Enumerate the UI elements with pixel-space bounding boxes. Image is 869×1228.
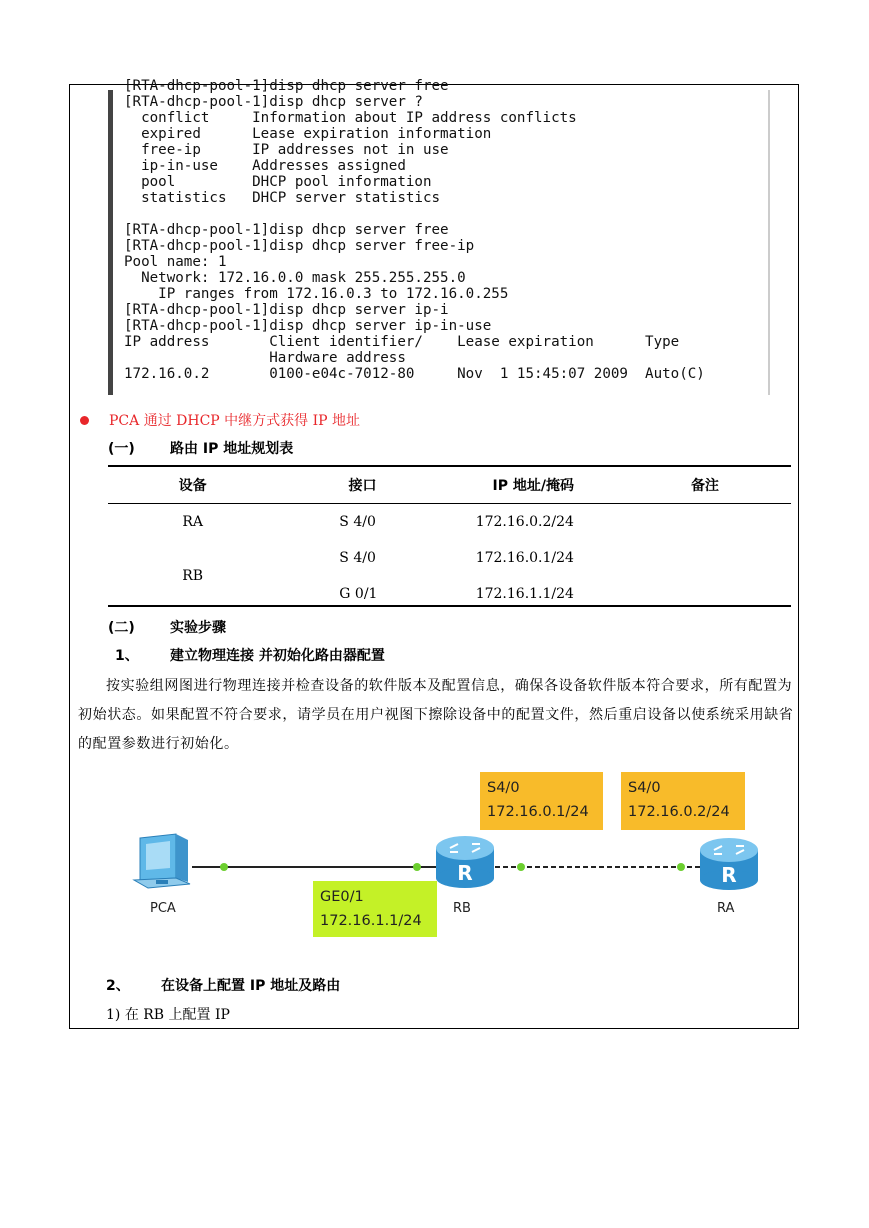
cell-interface: G 0/1 <box>339 586 378 602</box>
cell-device: RA <box>182 514 203 530</box>
terminal-line: [RTA-dhcp-pool-1]disp dhcp server free <box>124 78 449 94</box>
terminal-line: [RTA-dhcp-pool-1]disp dhcp server ip-i <box>124 302 449 318</box>
ra-s40-label-box <box>621 772 745 830</box>
port-dot-ra-s <box>677 863 685 871</box>
bullet-dot-icon <box>80 416 89 425</box>
step1-number: 1、 <box>115 648 139 664</box>
cell-note <box>619 504 791 541</box>
table-row <box>108 540 791 576</box>
cell-ip: 172.16.0.1/24 <box>475 550 574 566</box>
terminal-line: IP ranges from 172.16.0.3 to 172.16.0.255 <box>124 286 509 302</box>
rb-ge01-iface: GE0/1 <box>320 889 364 905</box>
terminal-line: IP address Client identifier/ Lease expiration Type <box>124 334 680 350</box>
router-icon-rb <box>436 836 494 888</box>
header-device: 设备 <box>108 466 277 504</box>
terminal-output <box>124 78 705 382</box>
cell-interface: S 4/0 <box>339 514 376 530</box>
terminal-screenshot <box>108 78 770 395</box>
terminal-line: conflict Information about IP address conflicts <box>124 110 577 126</box>
bullet-item <box>80 410 360 430</box>
ra-s40-iface: S4/0 <box>628 780 661 796</box>
header-ip: IP 地址/掩码 <box>448 466 619 504</box>
step2-title: 在设备上配置 IP 地址及路由 <box>161 978 341 994</box>
terminal-line: Hardware address <box>124 350 406 366</box>
terminal-line: pool DHCP pool information <box>124 174 432 190</box>
port-dot-rb-s <box>517 863 525 871</box>
port-dot-pca <box>220 863 228 871</box>
header-interface: 接口 <box>277 466 447 504</box>
section1-title: 路由 IP 地址规划表 <box>170 441 294 457</box>
rb-s40-ip: 172.16.0.1/24 <box>487 804 589 820</box>
terminal-line: [RTA-dhcp-pool-1]disp dhcp server ? <box>124 94 423 110</box>
terminal-line: expired Lease expiration information <box>124 126 492 142</box>
step1-paragraph: 按实验组网图进行物理连接并检查设备的软件版本及配置信息，确保各设备软件版本符合要求，所有配置为初始状态。如果配置不符合要求，请学员在用户视图下擦除设备中的配置文件，然后重启设备以使系统采用缺省的配置参数进行初始化。 <box>78 678 794 752</box>
cell-note <box>619 576 791 612</box>
terminal-right-edge <box>768 90 770 395</box>
section1-number: (一) <box>108 441 135 457</box>
rb-s40-label-box <box>480 772 603 830</box>
terminal-line: 172.16.0.2 0100-e04c-7012-80 Nov 1 15:45:07 2009 Auto(C) <box>124 366 705 382</box>
rb-s40-iface: S4/0 <box>487 780 520 796</box>
network-diagram <box>120 768 780 948</box>
terminal-line: Network: 172.16.0.0 mask 255.255.255.0 <box>124 270 466 286</box>
ip-plan-table <box>108 466 791 612</box>
terminal-line: statistics DHCP server statistics <box>124 190 441 206</box>
terminal-line: Pool name: 1 <box>124 254 227 270</box>
rb-label: RB <box>453 901 471 916</box>
cell-interface: S 4/0 <box>339 550 376 566</box>
step1-title: 建立物理连接 并初始化路由器配置 <box>170 648 385 664</box>
section2-title: 实验步骤 <box>170 620 226 636</box>
svg-text:R: R <box>721 863 737 887</box>
section1-heading <box>108 438 293 458</box>
bullet-text: PCA 通过 DHCP 中继方式获得 IP 地址 <box>109 413 361 429</box>
header-note: 备注 <box>619 466 791 504</box>
cell-ip: 172.16.0.2/24 <box>475 514 574 530</box>
svg-text:R: R <box>457 861 473 885</box>
terminal-line: ip-in-use Addresses assigned <box>124 158 406 174</box>
terminal-line: [RTA-dhcp-pool-1]disp dhcp server free-ip <box>124 238 475 254</box>
cell-note <box>619 540 791 576</box>
terminal-line <box>124 206 705 222</box>
step1-heading <box>115 645 385 665</box>
terminal-line: [RTA-dhcp-pool-1]disp dhcp server ip-in-use <box>124 318 492 334</box>
port-dot-rb-ge <box>413 863 421 871</box>
rb-ge01-label-box <box>313 881 437 937</box>
substep1: 1) 在 RB 上配置 IP <box>106 1007 230 1023</box>
step2-heading <box>106 975 340 995</box>
pc-icon <box>134 834 190 888</box>
section2-heading <box>108 617 226 637</box>
terminal-line: free-ip IP addresses not in use <box>124 142 449 158</box>
table-row <box>108 504 791 541</box>
step2-number: 2、 <box>106 978 130 994</box>
terminal-left-bar <box>108 90 113 395</box>
section2-number: (二) <box>108 620 135 636</box>
terminal-line: [RTA-dhcp-pool-1]disp dhcp server free <box>124 222 449 238</box>
cell-device: RB <box>182 568 204 584</box>
pca-label: PCA <box>150 901 176 916</box>
ra-s40-ip: 172.16.0.2/24 <box>628 804 730 820</box>
rb-ge01-ip: 172.16.1.1/24 <box>320 913 422 929</box>
table-header-row <box>108 466 791 504</box>
ra-label: RA <box>717 901 735 916</box>
router-icon-ra <box>700 838 758 890</box>
cell-ip: 172.16.1.1/24 <box>475 586 574 602</box>
